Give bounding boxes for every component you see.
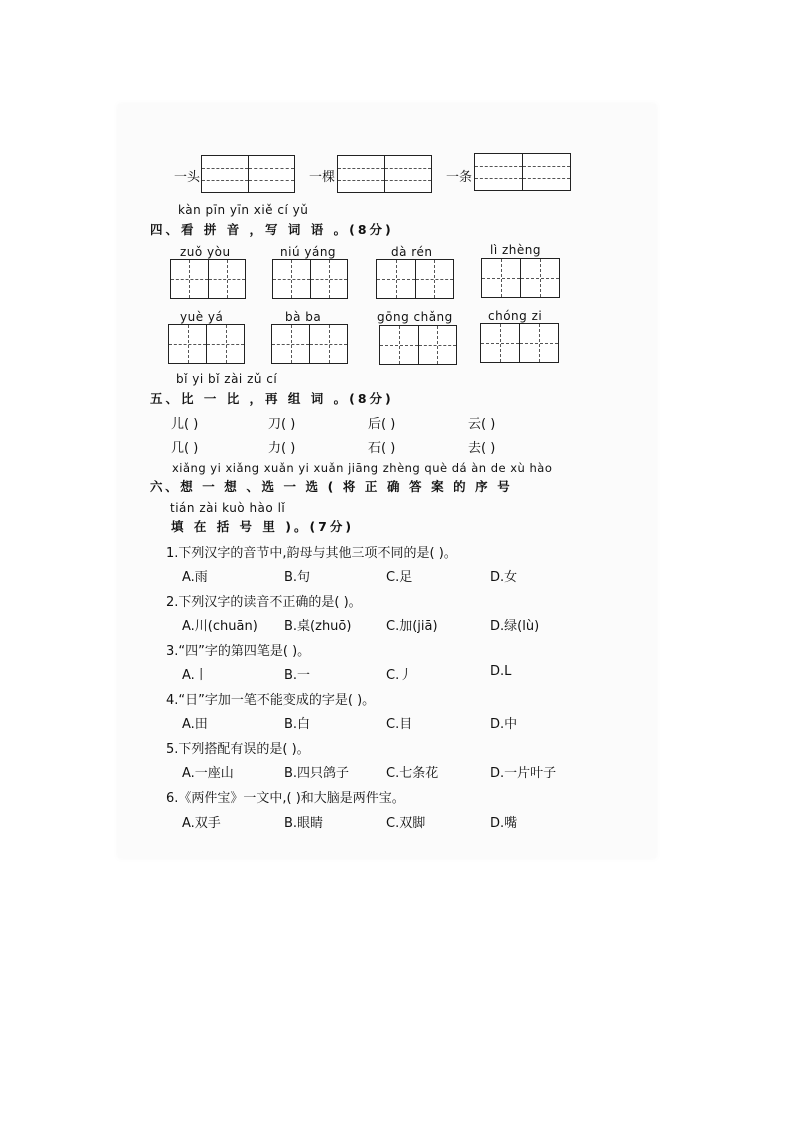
question: 5.下列搭配有误的是( )。 bbox=[166, 742, 310, 757]
question: 6.《两件宝》一文中,( )和大脑是两件宝。 bbox=[166, 791, 405, 806]
section6-title-2: 填 在 括 号 里 )。(7分) bbox=[171, 519, 355, 534]
option[interactable]: C.目 bbox=[386, 717, 413, 732]
word-pinyin: niú yáng bbox=[280, 245, 337, 259]
word-pinyin: gōng chǎng bbox=[377, 310, 453, 324]
writing-grid[interactable] bbox=[272, 259, 348, 299]
option[interactable]: D.中 bbox=[490, 717, 518, 732]
option[interactable]: D.女 bbox=[490, 570, 518, 585]
writing-grid[interactable] bbox=[379, 325, 457, 365]
compare-item[interactable]: 石( ) bbox=[368, 441, 396, 456]
measure-word-1: 一头 bbox=[174, 170, 201, 185]
compare-item[interactable]: 几( ) bbox=[171, 441, 199, 456]
compare-item[interactable]: 云( ) bbox=[468, 417, 496, 432]
option[interactable]: A.丨 bbox=[182, 668, 208, 683]
option[interactable]: D.嘴 bbox=[490, 816, 518, 831]
answer-box-1[interactable] bbox=[201, 155, 295, 193]
option[interactable]: C.加(jiā) bbox=[386, 619, 438, 634]
word-pinyin: zuǒ yòu bbox=[180, 245, 231, 259]
word-pinyin: yuè yá bbox=[180, 310, 224, 324]
option[interactable]: A.雨 bbox=[182, 570, 208, 585]
section6-title: 六、想 一 想 、选 一 选 ( 将 正 确 答 案 的 序 号 bbox=[150, 479, 513, 494]
option[interactable]: C.双脚 bbox=[386, 816, 426, 831]
question: 4.“日”字加一笔不能变成的字是( )。 bbox=[166, 693, 376, 708]
word-pinyin: chóng zi bbox=[488, 309, 543, 323]
section5-pinyin: bǐ yi bǐ zài zǔ cí bbox=[176, 372, 278, 386]
writing-grid[interactable] bbox=[271, 324, 348, 364]
option[interactable]: D.一片叶子 bbox=[490, 766, 557, 781]
section6-pinyin-2: tián zài kuò hào lǐ bbox=[170, 501, 286, 515]
answer-box-2[interactable] bbox=[337, 155, 432, 193]
option[interactable]: D.绿(lù) bbox=[490, 619, 540, 634]
measure-word-2: 一棵 bbox=[309, 170, 336, 185]
compare-item[interactable]: 去( ) bbox=[468, 441, 496, 456]
section5-title: 五、比 一 比 ，再 组 词 。(8分) bbox=[150, 391, 394, 406]
compare-item[interactable]: 刀( ) bbox=[268, 417, 296, 432]
writing-grid[interactable] bbox=[170, 259, 246, 299]
section4-pinyin: kàn pīn yīn xiě cí yǔ bbox=[178, 203, 309, 217]
option[interactable]: B.句 bbox=[284, 570, 311, 585]
writing-grid[interactable] bbox=[480, 323, 559, 363]
option[interactable]: A.川(chuān) bbox=[182, 619, 258, 634]
option[interactable]: A.田 bbox=[182, 717, 208, 732]
option[interactable]: B.四只鸽子 bbox=[284, 766, 350, 781]
option[interactable]: C.丿 bbox=[386, 668, 413, 683]
option[interactable]: B.眼睛 bbox=[284, 816, 324, 831]
option[interactable]: A.双手 bbox=[182, 816, 221, 831]
question: 3.“四”字的第四笔是( )。 bbox=[166, 644, 311, 659]
option[interactable]: D.L bbox=[490, 664, 512, 679]
option[interactable]: B.白 bbox=[284, 717, 311, 732]
writing-grid[interactable] bbox=[376, 259, 454, 299]
writing-grid[interactable] bbox=[168, 324, 245, 364]
compare-item[interactable]: 力( ) bbox=[268, 441, 296, 456]
option[interactable]: A.一座山 bbox=[182, 766, 234, 781]
question: 2.下列汉字的读音不正确的是( )。 bbox=[166, 595, 362, 610]
option[interactable]: B.一 bbox=[284, 668, 311, 683]
question: 1.下列汉字的音节中,韵母与其他三项不同的是( )。 bbox=[166, 546, 457, 561]
writing-grid[interactable] bbox=[481, 258, 560, 298]
answer-box-3[interactable] bbox=[474, 153, 571, 191]
section6-pinyin: xiǎng yi xiǎng xuǎn yi xuǎn jiāng zhèng què dá àn de xù hào bbox=[172, 461, 553, 475]
word-pinyin: lì zhèng bbox=[490, 243, 541, 257]
word-pinyin: bà ba bbox=[285, 310, 322, 324]
word-pinyin: dà rén bbox=[391, 245, 433, 259]
compare-item[interactable]: 后( ) bbox=[368, 417, 396, 432]
compare-item[interactable]: 儿( ) bbox=[171, 417, 199, 432]
option[interactable]: C.七条花 bbox=[386, 766, 439, 781]
section4-title: 四、看 拼 音 ，写 词 语 。(8分) bbox=[150, 222, 394, 237]
option[interactable]: B.桌(zhuō) bbox=[284, 619, 352, 634]
measure-word-3: 一条 bbox=[446, 170, 473, 185]
option[interactable]: C.足 bbox=[386, 570, 413, 585]
